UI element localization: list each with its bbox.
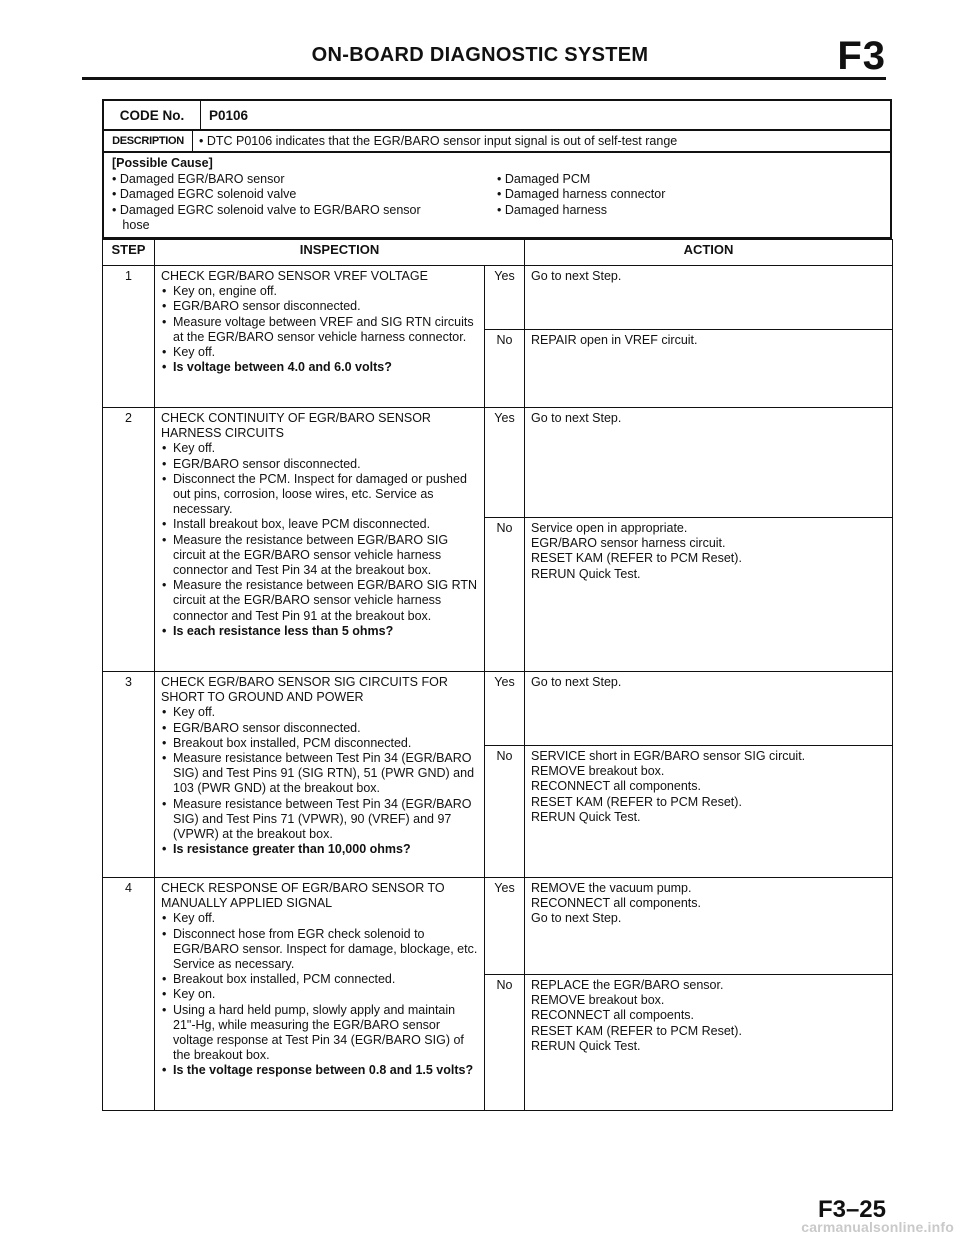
step-number: 4 (103, 878, 155, 1111)
cause-item: • Damaged EGR/BARO sensor (112, 171, 285, 186)
action-line: RERUN Quick Test. (531, 1038, 641, 1053)
yes-label: Yes (485, 672, 525, 746)
yes-action (525, 408, 893, 518)
inspection-bullet: • Key on, engine off. (161, 284, 480, 299)
yes-label: Yes (485, 266, 525, 330)
description-text: • DTC P0106 indicates that the EGR/BARO sensor input signal is out of self-test range (199, 134, 678, 148)
inspection-bullet: • Key on. (161, 987, 480, 1002)
table-row (103, 878, 893, 975)
inspection-question: • Is each resistance less than 5 ohms? (161, 624, 480, 639)
description-label: DESCRIPTION (104, 131, 193, 151)
action-line: RECONNECT all compoents. (531, 1008, 695, 1023)
inspection-bullet: • Measure resistance between Test Pin 34 (EGR/BARO SIG) and Test Pins 91 (SIG RTN), 51 (PWR GND) and 103 (PWR GND) at the breakout box. (161, 751, 480, 797)
cause-item: • Damaged EGRC solenoid valve to EGR/BARO sensor (112, 202, 421, 217)
description-row (102, 131, 892, 153)
cause-item: • Damaged harness (497, 202, 607, 217)
inspection-bullet: • Breakout box installed, PCM connected. (161, 972, 480, 987)
cause-item: • Damaged EGRC solenoid valve (112, 187, 297, 201)
inspection-bullet: • Disconnect the PCM. Inspect for damaged or pushed out pins, corrosion, loose wires, etc. Service as necessary. (161, 472, 480, 518)
no-action (525, 330, 893, 408)
inspection-cell (155, 878, 485, 1111)
step-number: 3 (103, 672, 155, 878)
inspection-bullet: • Measure voltage between VREF and SIG RTN circuits at the EGR/BARO sensor vehicle harness connector. (161, 315, 480, 345)
step-title: CHECK CONTINUITY OF EGR/BARO SENSOR HARNESS CIRCUITS (161, 411, 431, 441)
no-label: No (485, 975, 525, 1111)
inspection-question: • Is voltage between 4.0 and 6.0 volts? (161, 360, 480, 375)
inspection-bullet: • Key off. (161, 345, 480, 360)
action-line: REPLACE the EGR/BARO sensor. (531, 978, 724, 992)
inspection-bullet: • EGR/BARO sensor disconnected. (161, 299, 480, 314)
step-title: CHECK EGR/BARO SENSOR SIG CIRCUITS FOR SHORT TO GROUND AND POWER (161, 675, 448, 705)
action-line: RESET KAM (REFER to PCM Reset). (531, 1023, 742, 1038)
table-row (103, 408, 893, 518)
action-line: REPAIR open in VREF circuit. (531, 333, 698, 347)
code-label: CODE No. (104, 101, 201, 129)
action-line: RERUN Quick Test. (531, 566, 641, 581)
watermark: carmanualsonline.info (801, 1219, 954, 1235)
action-line: Go to next Step. (531, 411, 622, 425)
no-label: No (485, 330, 525, 408)
inspection-bullet: • Key off. (161, 705, 480, 720)
yes-label: Yes (485, 408, 525, 518)
header-rule (82, 77, 886, 80)
header-step: STEP (103, 240, 155, 266)
inspection-cell (155, 266, 485, 408)
no-action (525, 746, 893, 878)
code-value: P0106 (209, 107, 249, 123)
inspection-cell (155, 408, 485, 672)
action-line: Service open in appropriate. (531, 521, 688, 535)
inspection-cell (155, 672, 485, 878)
inspection-bullet: • Disconnect hose from EGR check solenoid to EGR/BARO sensor. Inspect for damage, blockage, etc. Service as necessary. (161, 927, 480, 973)
action-line: RECONNECT all components. (531, 779, 701, 794)
table-header-row (103, 240, 893, 266)
page-title: ON-BOARD DIAGNOSTIC SYSTEM (311, 44, 649, 66)
action-line: Go to next Step. (531, 911, 622, 926)
possible-cause-left (112, 172, 497, 234)
inspection-bullet: • Measure the resistance between EGR/BARO SIG RTN circuit at the EGR/BARO sensor vehicle harness connector and Test Pin 91 at the breakout box. (161, 578, 480, 624)
step-number: 2 (103, 408, 155, 672)
yes-action (525, 266, 893, 330)
yes-action (525, 878, 893, 975)
inspection-bullet: • Key off. (161, 911, 480, 926)
action-line: RESET KAM (REFER to PCM Reset). (531, 794, 742, 809)
yes-label: Yes (485, 878, 525, 975)
cause-item: • Damaged PCM (497, 171, 591, 186)
table-row (103, 672, 893, 746)
step-title: CHECK EGR/BARO SENSOR VREF VOLTAGE (161, 269, 428, 283)
inspection-question: • Is the voltage response between 0.8 and 1.5 volts? (161, 1063, 480, 1078)
inspection-bullet: • Install breakout box, leave PCM disconnected. (161, 517, 480, 532)
inspection-table (102, 239, 893, 1111)
header-action: ACTION (525, 240, 893, 266)
no-label: No (485, 518, 525, 672)
action-line: RECONNECT all components. (531, 896, 701, 911)
section-code: F3 (837, 34, 886, 78)
inspection-bullet: • Measure the resistance between EGR/BARO SIG circuit at the EGR/BARO sensor vehicle harness connector and Test Pin 34 at the breakout box. (161, 533, 480, 579)
no-action (525, 975, 893, 1111)
action-line: RERUN Quick Test. (531, 809, 641, 824)
possible-cause-right (497, 172, 882, 234)
page-number: F3–25 (817, 1196, 886, 1223)
cause-item: • Damaged harness connector (497, 187, 666, 201)
code-row (102, 99, 892, 131)
action-line: SERVICE short in EGR/BARO sensor SIG circuit. (531, 749, 806, 763)
action-line: RESET KAM (REFER to PCM Reset). (531, 551, 742, 566)
possible-cause-title: [Possible Cause] (112, 156, 213, 170)
no-action (525, 518, 893, 672)
inspection-bullet: • EGR/BARO sensor disconnected. (161, 721, 480, 736)
action-line: Go to next Step. (531, 675, 622, 689)
inspection-bullet: • Using a hard held pump, slowly apply and maintain 21"-Hg, while measuring the EGR/BARO sensor voltage response at Test Pin 34 (EGR/BARO SIG) of the breakout box. (161, 1003, 480, 1064)
inspection-bullet: • Breakout box installed, PCM disconnected. (161, 736, 480, 751)
possible-cause-box (102, 153, 892, 239)
no-label: No (485, 746, 525, 878)
yes-action (525, 672, 893, 746)
step-title: CHECK RESPONSE OF EGR/BARO SENSOR TO MANUALLY APPLIED SIGNAL (161, 881, 445, 911)
inspection-question: • Is resistance greater than 10,000 ohms? (161, 842, 480, 857)
step-number: 1 (103, 266, 155, 408)
cause-item: hose (112, 218, 150, 232)
action-line: REMOVE breakout box. (531, 993, 665, 1008)
inspection-bullet: • Key off. (161, 441, 480, 456)
header-inspection: INSPECTION (155, 240, 525, 266)
action-line: REMOVE breakout box. (531, 764, 665, 779)
table-row (103, 266, 893, 330)
action-line: EGR/BARO sensor harness circuit. (531, 536, 726, 551)
inspection-bullet: • Measure resistance between Test Pin 34 (EGR/BARO SIG) and Test Pins 71 (VPWR), 90 (VREF) and 97 (VPWR) at the breakout box. (161, 797, 480, 843)
action-line: REMOVE the vacuum pump. (531, 881, 692, 895)
inspection-bullet: • EGR/BARO sensor disconnected. (161, 457, 480, 472)
action-line: Go to next Step. (531, 269, 622, 283)
